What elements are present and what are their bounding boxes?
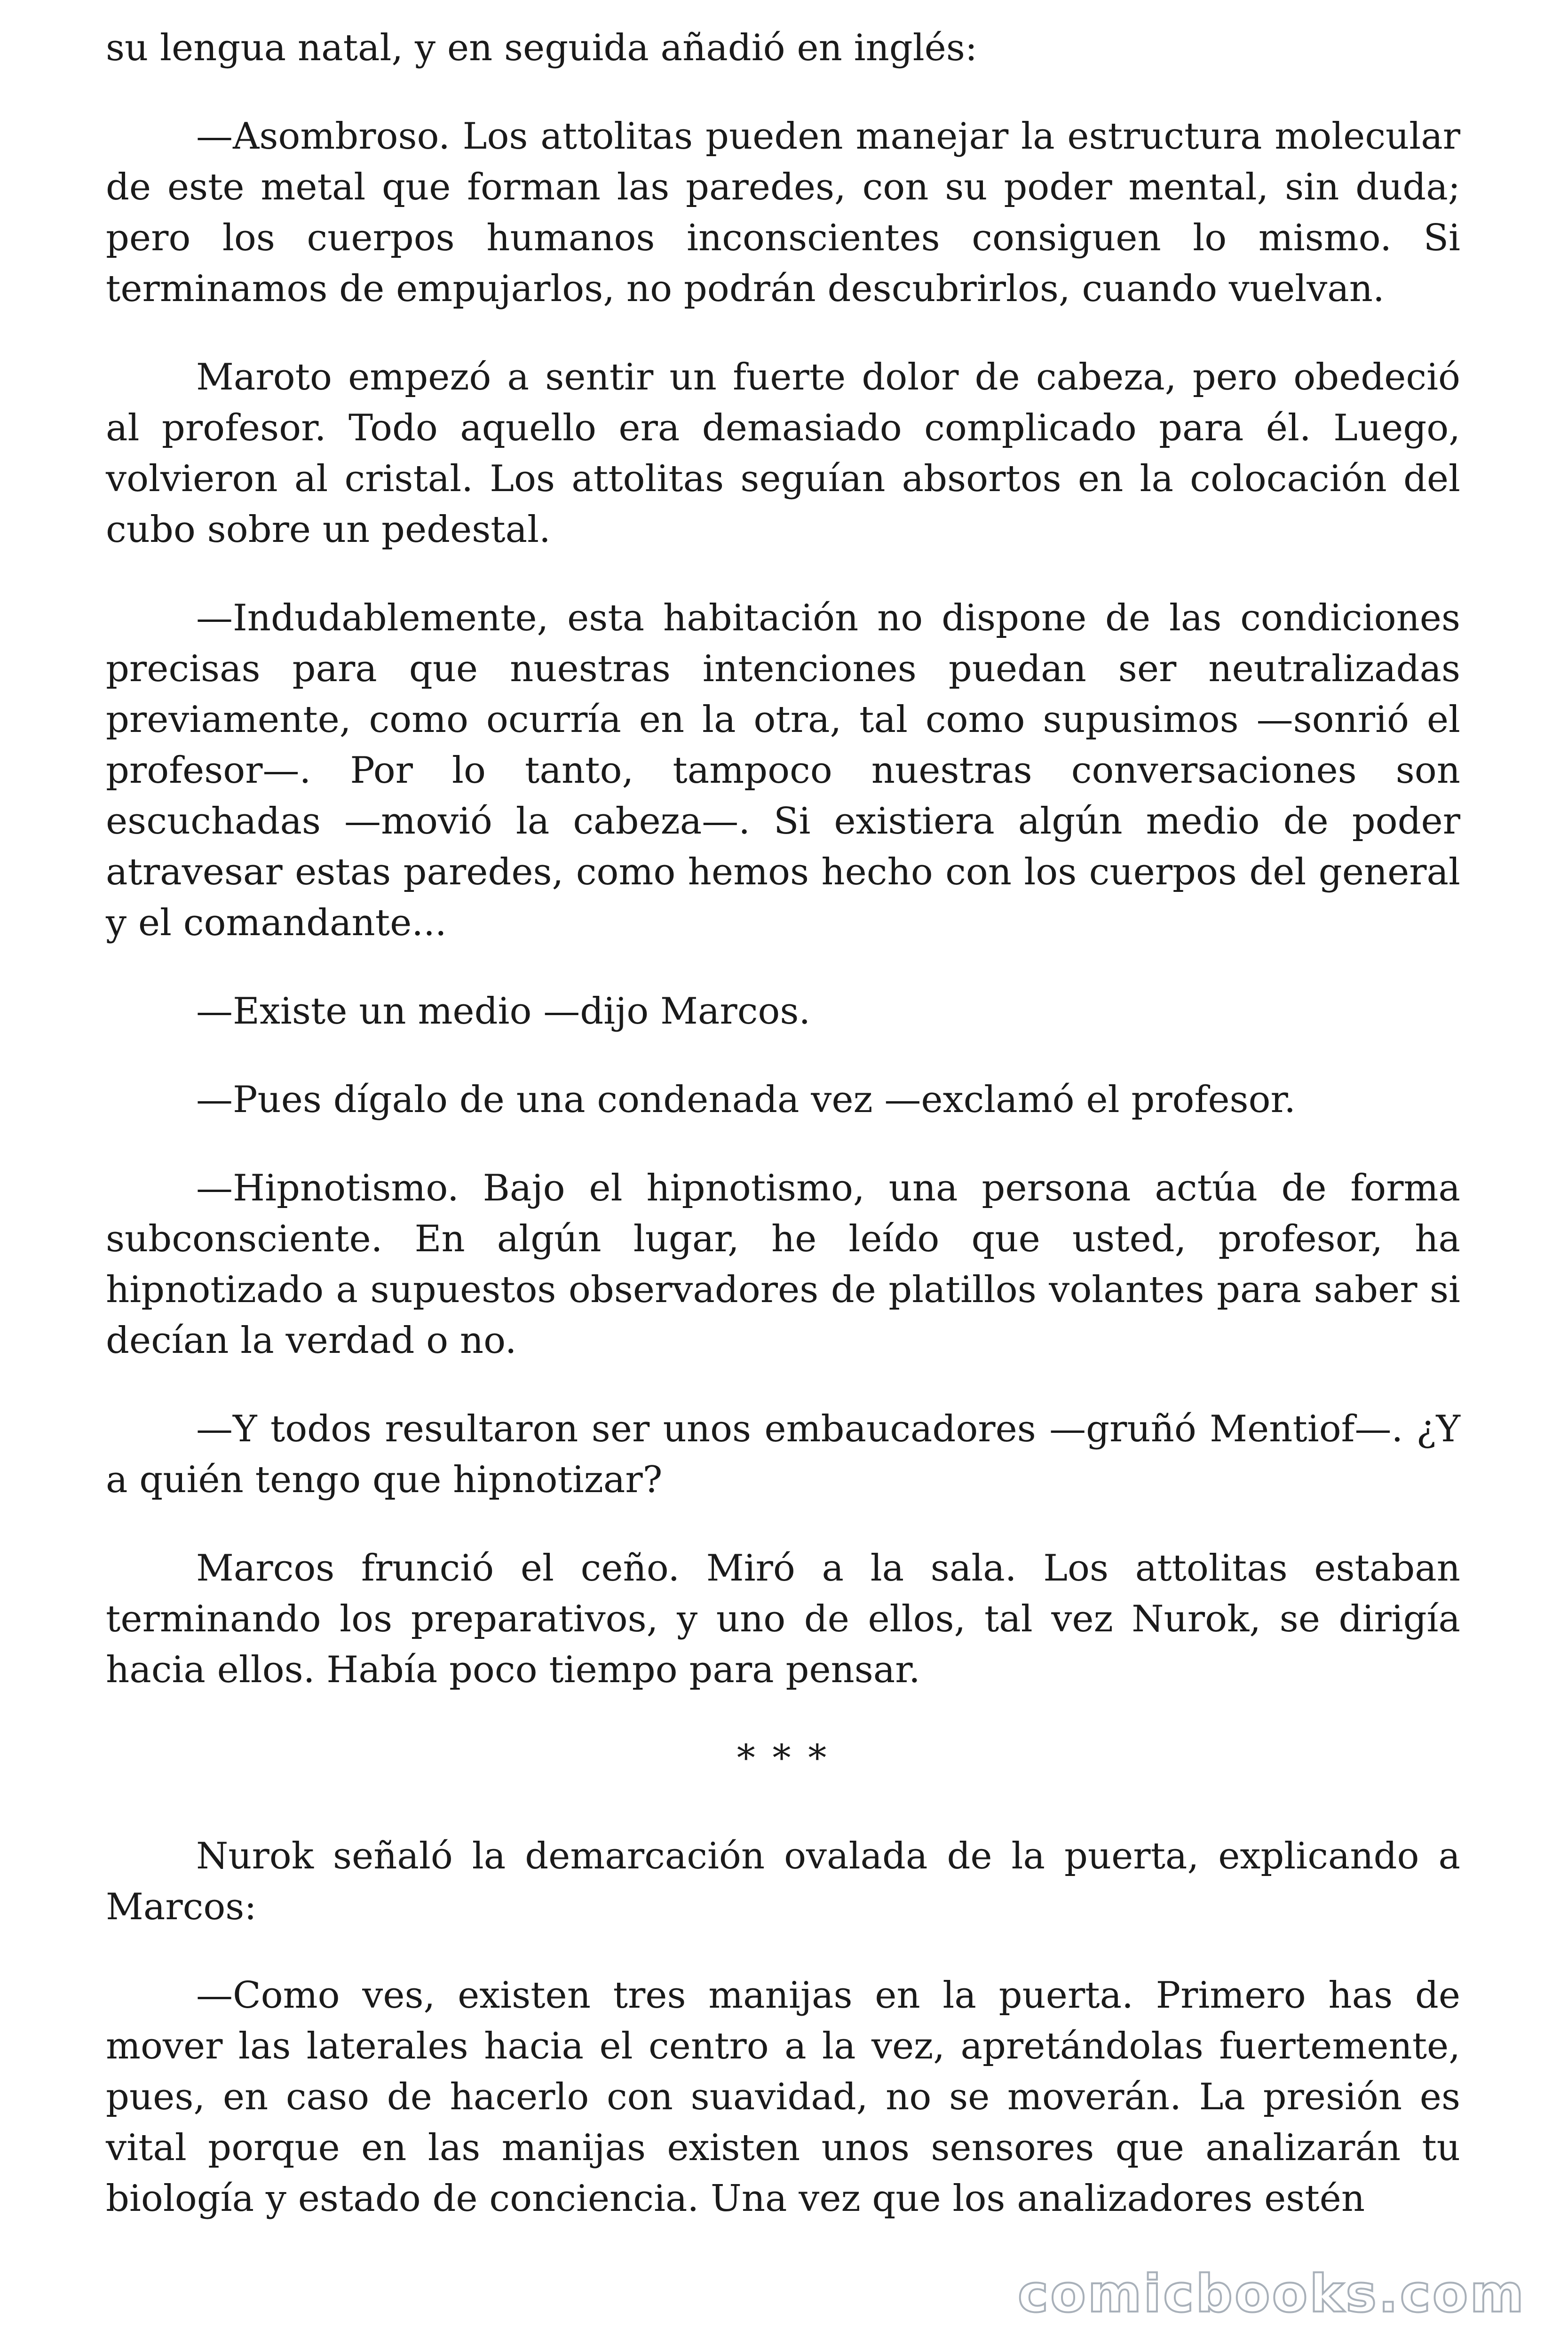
paragraph-3: Maroto empezó a sentir un fuerte dolor de cabeza, pero obedeció al profesor. Todo aquello era demasiado complicado para él. Luego, volvieron al cristal. Los attolitas seguían absortos en la colocación del cubo sobre un pedestal. bbox=[106, 356, 1460, 551]
paragraph-1: su lengua natal, y en seguida añadió en inglés: bbox=[106, 27, 978, 69]
paragraph-11: —Como ves, existen tres manijas en la puerta. Primero has de mover las laterales hacia el centro a la vez, apretándolas fuertemente, pues, en caso de hacerlo con suavidad, no se moverán. La presión es vital porque en las manijas existen unos sensores que analizarán tu biología y estado de conciencia. Una vez que los analizadores estén bbox=[106, 1974, 1460, 2220]
page-body bbox=[106, 23, 1460, 2262]
paragraph-4: —Indudablemente, esta habitación no dispone de las condiciones precisas para que nuestras intenciones puedan ser neutralizadas previamente, como ocurría en la otra, tal como supusimos —sonrió el profesor—. Por lo tanto, tampoco nuestras conversaciones son escuchadas —movió la cabeza—. Si existiera algún medio de poder atravesar estas paredes, como hemos hecho con los cuerpos del general y el comandante... bbox=[106, 597, 1460, 944]
paragraph-2: —Asombroso. Los attolitas pueden manejar la estructura molecular de este metal que forman las paredes, con su poder mental, sin duda; pero los cuerpos humanos inconscientes consiguen lo mismo. Si terminamos de empujarlos, no podrán descubrirlos, cuando vuelvan. bbox=[106, 115, 1460, 310]
paragraph-9: Marcos frunció el ceño. Miró a la sala. Los attolitas estaban terminando los preparativos, y uno de ellos, tal vez Nurok, se dirigía hacia ellos. Había poco tiempo para pensar. bbox=[106, 1547, 1460, 1691]
watermark-logo: comicbooks.com bbox=[1018, 2264, 1526, 2324]
paragraph-8: —Y todos resultaron ser unos embaucadores —gruñó Mentiof—. ¿Y a quién tengo que hipnotizar? bbox=[106, 1408, 1460, 1501]
section-separator: * * * bbox=[736, 1737, 830, 1780]
paragraph-6: —Pues dígalo de una condenada vez —exclamó el profesor. bbox=[196, 1079, 1296, 1121]
paragraph-7: —Hipnotismo. Bajo el hipnotismo, una persona actúa de forma subconsciente. En algún lugar, he leído que usted, profesor, ha hipnotizado a supuestos observadores de platillos volantes para saber si decían la verdad o no. bbox=[106, 1167, 1460, 1362]
paragraph-5: —Existe un medio —dijo Marcos. bbox=[196, 990, 811, 1033]
paragraph-10: Nurok señaló la demarcación ovalada de la puerta, explicando a Marcos: bbox=[106, 1835, 1460, 1928]
